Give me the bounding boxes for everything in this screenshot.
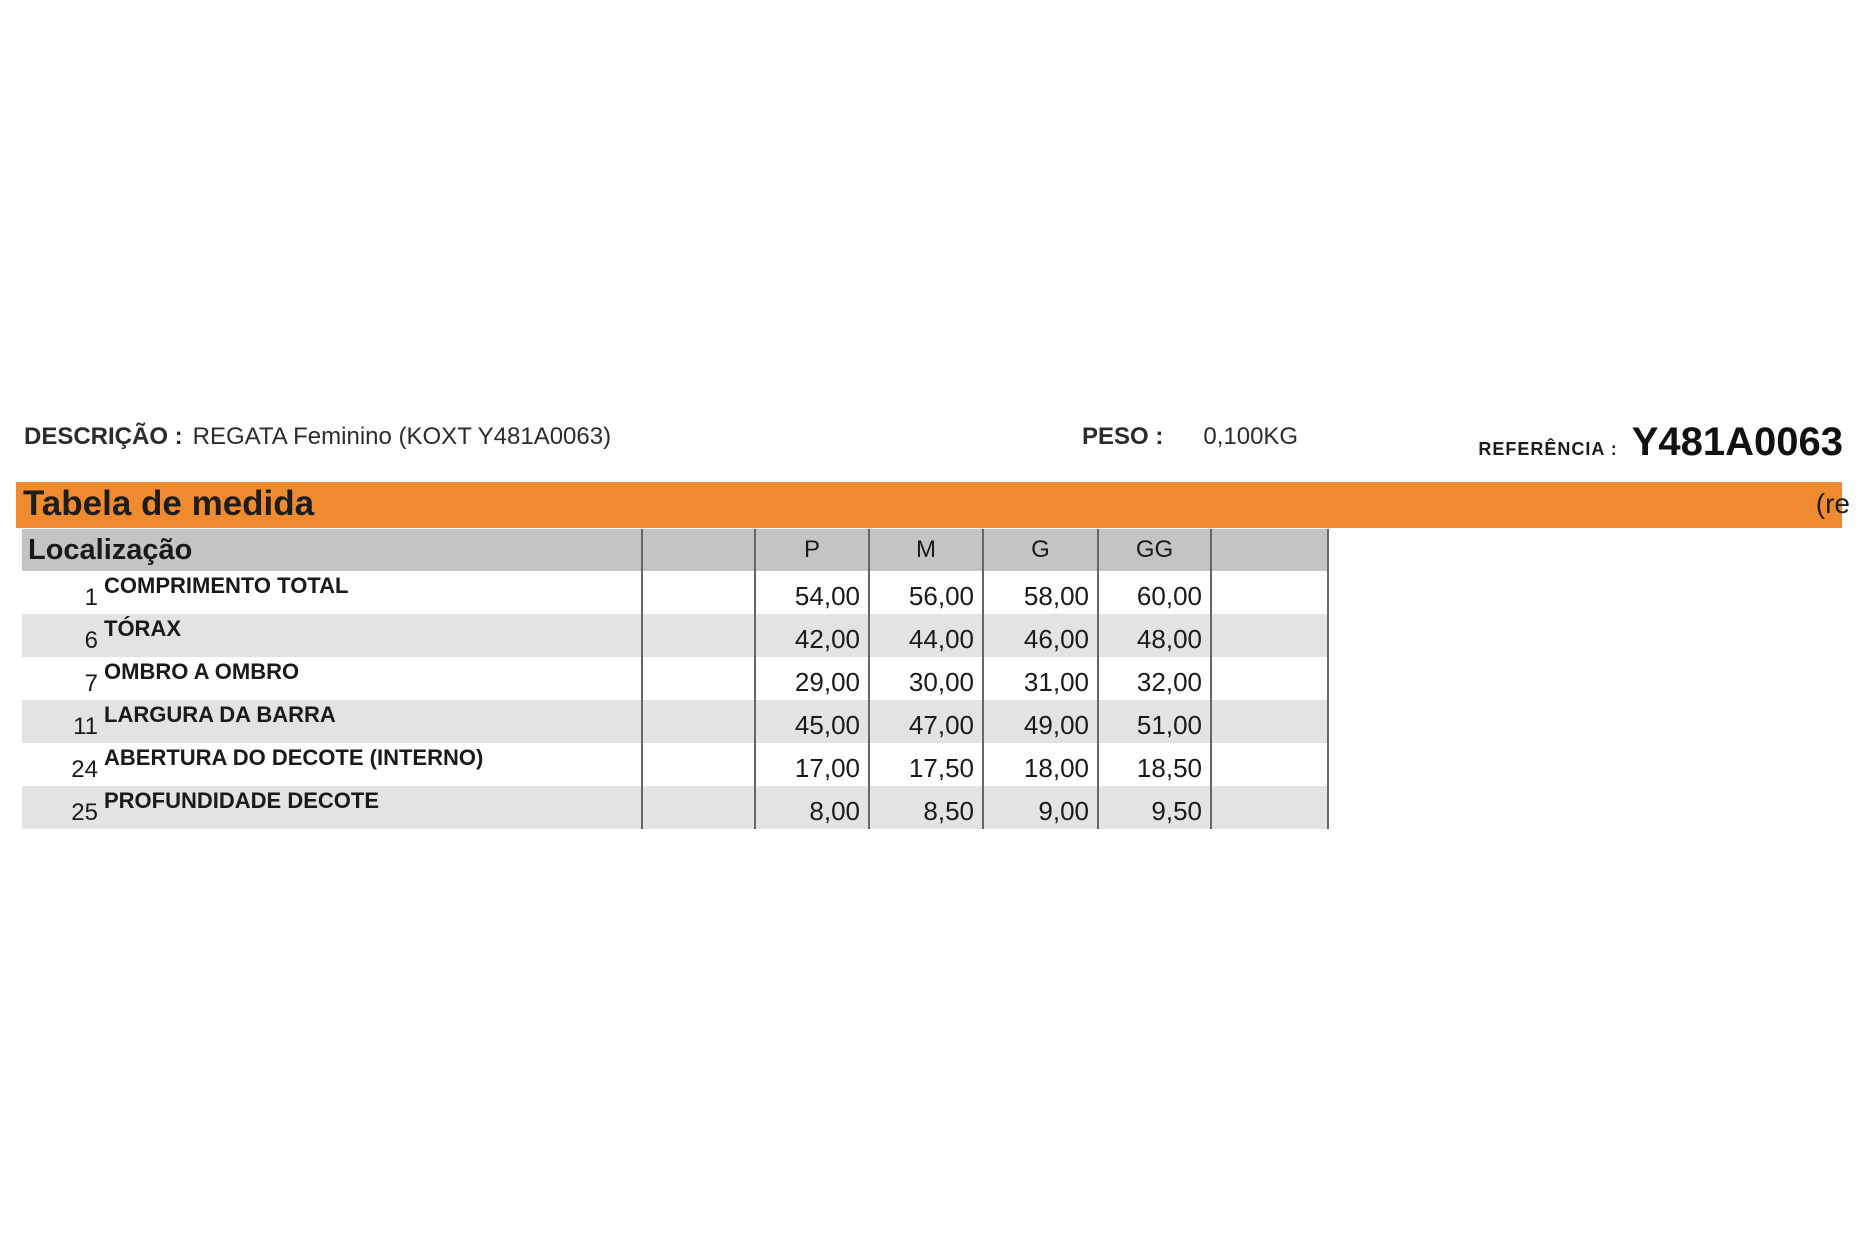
value-p: 29,00 xyxy=(755,657,869,700)
value-gg: 32,00 xyxy=(1098,657,1211,700)
location-number: 25 xyxy=(71,799,98,826)
location-name: OMBRO A OMBRO xyxy=(104,659,300,684)
referencia-value: Y481A0063 xyxy=(1631,420,1843,464)
location-number: 7 xyxy=(84,670,98,697)
size-header-p: P xyxy=(755,529,869,571)
peso-value: 0,100KG xyxy=(1203,423,1299,450)
measurement-table xyxy=(22,529,1329,829)
location-cell xyxy=(22,700,642,743)
blank-column-header xyxy=(642,529,755,571)
location-cell xyxy=(22,614,642,657)
value-gg: 60,00 xyxy=(1098,571,1211,614)
descricao-line xyxy=(24,412,612,450)
section-right-fragment: (re xyxy=(1815,488,1850,519)
empty-column-header xyxy=(1211,529,1328,571)
value-g: 49,00 xyxy=(983,700,1098,743)
value-g: 18,00 xyxy=(983,743,1098,786)
value-p: 45,00 xyxy=(755,700,869,743)
value-p: 42,00 xyxy=(755,614,869,657)
table-row xyxy=(22,571,1328,614)
value-gg: 9,50 xyxy=(1098,786,1211,829)
value-m: 30,00 xyxy=(869,657,983,700)
table-row xyxy=(22,743,1328,786)
table-row xyxy=(22,786,1328,829)
location-number: 24 xyxy=(71,756,98,783)
value-g: 46,00 xyxy=(983,614,1098,657)
empty-cell xyxy=(1211,571,1328,614)
value-g: 58,00 xyxy=(983,571,1098,614)
value-m: 17,50 xyxy=(869,743,983,786)
location-cell xyxy=(22,786,642,829)
blank-cell xyxy=(642,657,755,700)
location-cell xyxy=(22,571,642,614)
peso-line xyxy=(1082,412,1299,450)
location-cell xyxy=(22,743,642,786)
size-header-g: G xyxy=(983,529,1098,571)
blank-cell xyxy=(642,786,755,829)
value-gg: 18,50 xyxy=(1098,743,1211,786)
empty-cell xyxy=(1211,743,1328,786)
section-title: Tabela de medida xyxy=(23,484,315,523)
location-number: 6 xyxy=(84,627,98,654)
value-p: 17,00 xyxy=(755,743,869,786)
value-gg: 48,00 xyxy=(1098,614,1211,657)
value-g: 31,00 xyxy=(983,657,1098,700)
table-row xyxy=(22,614,1328,657)
descricao-value: REGATA Feminino (KOXT Y481A0063) xyxy=(192,423,612,450)
blank-cell xyxy=(642,571,755,614)
empty-cell xyxy=(1211,657,1328,700)
descricao-label: DESCRIÇÃO : xyxy=(24,423,183,450)
location-name: LARGURA DA BARRA xyxy=(104,702,336,727)
value-m: 44,00 xyxy=(869,614,983,657)
location-name: COMPRIMENTO TOTAL xyxy=(104,573,349,598)
location-name: ABERTURA DO DECOTE (INTERNO) xyxy=(104,745,484,770)
location-number: 1 xyxy=(84,584,98,611)
peso-label: PESO : xyxy=(1082,423,1164,450)
value-g: 9,00 xyxy=(983,786,1098,829)
value-p: 54,00 xyxy=(755,571,869,614)
empty-cell xyxy=(1211,614,1328,657)
value-gg: 51,00 xyxy=(1098,700,1211,743)
value-m: 8,50 xyxy=(869,786,983,829)
size-header-m: M xyxy=(869,529,983,571)
table-header-row xyxy=(22,529,1328,571)
location-cell xyxy=(22,657,642,700)
section-header-bar xyxy=(16,482,1850,528)
value-m: 47,00 xyxy=(869,700,983,743)
referencia-block xyxy=(1478,420,1843,465)
empty-cell xyxy=(1211,786,1328,829)
table-row xyxy=(22,700,1328,743)
empty-cell xyxy=(1211,700,1328,743)
referencia-label: REFERÊNCIA : xyxy=(1478,439,1618,459)
blank-cell xyxy=(642,700,755,743)
blank-cell xyxy=(642,743,755,786)
blank-cell xyxy=(642,614,755,657)
location-name: PROFUNDIDADE DECOTE xyxy=(104,788,380,813)
size-header-gg: GG xyxy=(1098,529,1211,571)
location-column-header: Localização xyxy=(22,529,642,571)
value-m: 56,00 xyxy=(869,571,983,614)
table-row xyxy=(22,657,1328,700)
location-name: TÓRAX xyxy=(104,616,181,641)
location-number: 11 xyxy=(73,713,98,740)
value-p: 8,00 xyxy=(755,786,869,829)
